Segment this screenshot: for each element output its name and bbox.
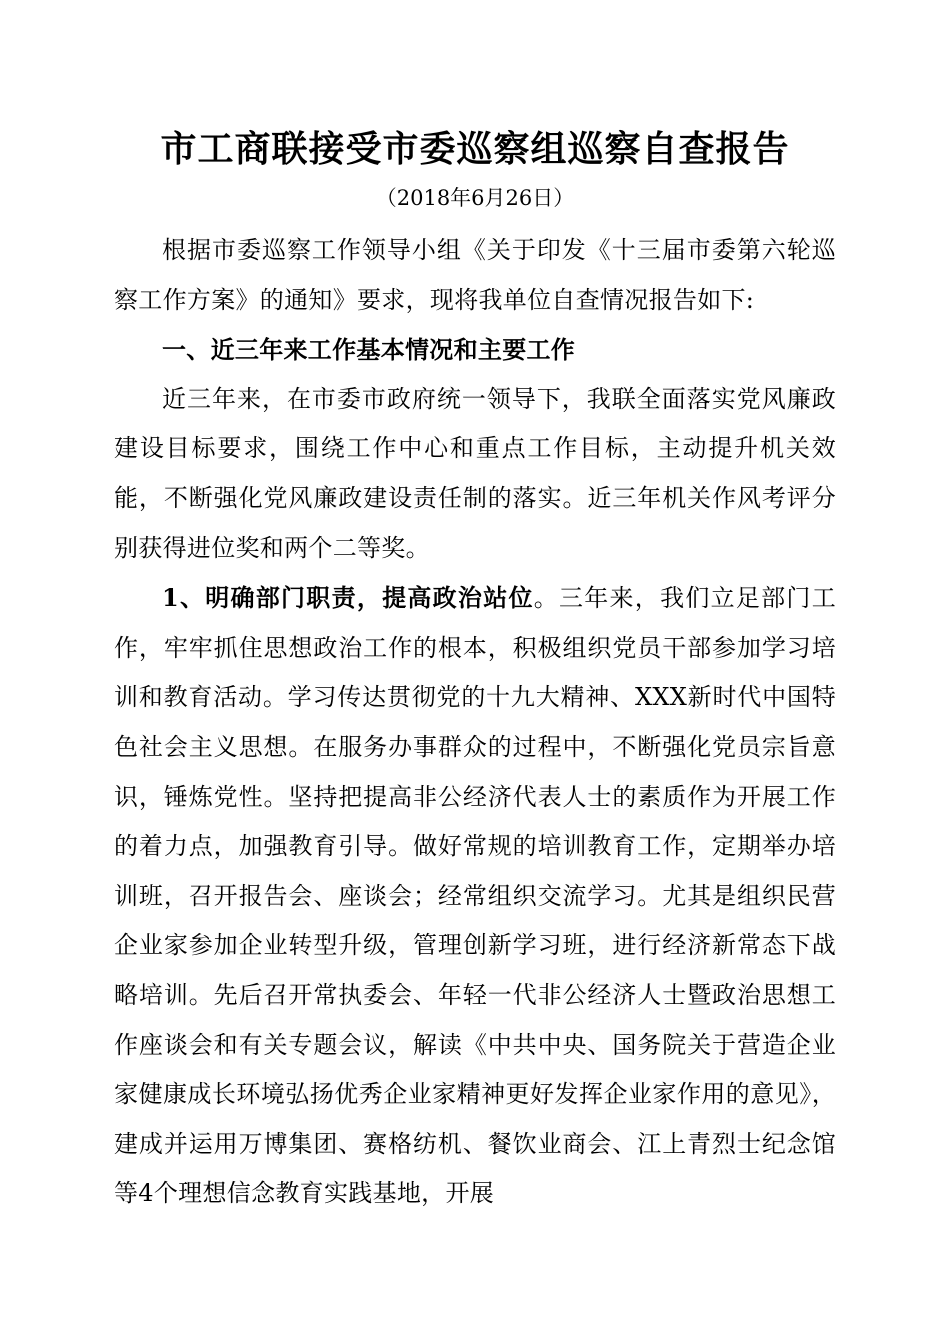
document-body [114, 226, 836, 1219]
document-date: （2018年6月26日） [375, 186, 575, 210]
document-title: 市工商联接受市委巡察组巡察自查报告 [160, 128, 790, 170]
item-heading: 1、明确部门职责，提高政治站位 [162, 583, 534, 613]
section-heading: 一、近三年来工作基本情况和主要工作 [162, 335, 576, 365]
intro-paragraph: 根据市委巡察工作领导小组《关于印发《十三届市委第六轮巡察工作方案》的通知》要求，现将我单位自查情况报告如下: [114, 236, 836, 314]
section-paragraph: 近三年来，在市委市政府统一领导下，我联全面落实党风廉政建设目标要求，围绕工作中心和重点工作目标，主动提升机关效能，不断强化党风廉政建设责任制的落实。近三年机关作风考评分别获得进位奖和两个二等奖。 [114, 384, 836, 562]
item-paragraph [114, 573, 836, 1219]
item-text: 。三年来，我们立足部门工作，牢牢抓住思想政治工作的根本，积极组织党员干部参加学习培训和教育活动。学习传达贯彻党的十九大精神、XXX新时代中国特色社会主义思想。在服务办事群众的过程中，不断强化党员宗旨意识，锤炼党性。坚持把提高非公经济代表人士的素质作为开展工作的着力点，加强教育引导。做好常规的培训教育工作，定期举办培训班，召开报告会、座谈会；经常组织交流学习。尤其是组织民营企业家参加企业转型升级，管理创新学习班，进行经济新常态下战略培训。先后召开常执委会、年轻一代非公经济人士暨政治思想工作座谈会和有关专题会议，解读《中共中央、国务院关于营造企业家健康成长环境弘扬优秀企业家精神更好发挥企业家作用的意见》，建成并运用万博集团、赛格纺机、餐饮业商会、江上青烈士纪念馆等4个理想信念教育实践基地，开展 [114, 584, 836, 1208]
